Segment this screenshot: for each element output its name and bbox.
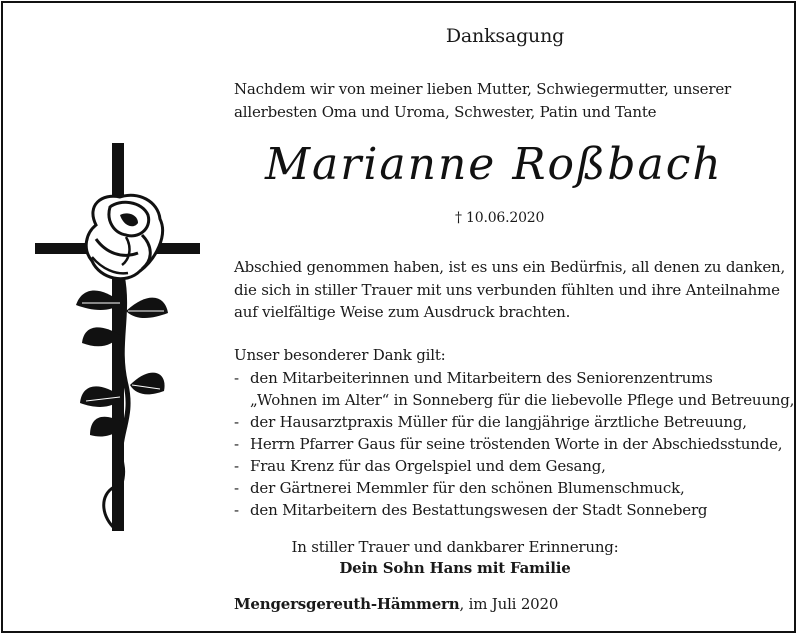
paragraph-line: Abschied genommen haben, ist es uns ein Bedürfnis, all denen zu danken, [234, 258, 786, 276]
list-item: - den Mitarbeitern des Bestattungswesen der Stadt Sonneberg [234, 501, 708, 519]
paragraph-line: die sich in stiller Trauer mit uns verbunden fühlten und ihre Anteilnahme [234, 281, 780, 299]
list-item: - Frau Krenz für das Orgelspiel und dem Gesang, [234, 457, 606, 475]
place-and-date [234, 594, 558, 614]
list-item: - den Mitarbeiterinnen und Mitarbeitern des Seniorenzentrums [234, 369, 713, 387]
cross-with-rose-icon [30, 135, 205, 535]
list-item: - Herrn Pfarrer Gaus für seine tröstenden Worte in der Abschiedsstunde, [234, 435, 783, 453]
list-item-continuation: „Wohnen im Alter“ in Sonneberg für die liebevolle Pflege und Betreuung, [250, 391, 795, 409]
death-date: † 10.06.2020 [455, 210, 545, 226]
list-item: - der Hausarztpraxis Müller für die langjährige ärztliche Betreuung, [234, 413, 747, 431]
closing-line: In stiller Trauer und dankbarer Erinnerung: [291, 538, 619, 556]
deceased-name: Marianne Roßbach [265, 139, 723, 190]
list-item: - der Gärtnerei Memmler für den schönen Blumenschmuck, [234, 479, 685, 497]
thanks-heading: Unser besonderer Dank gilt: [234, 346, 446, 364]
paragraph-line: auf vielfältige Weise zum Ausdruck brachten. [234, 303, 571, 321]
place-date: , im Juli 2020 [459, 595, 559, 613]
page-title: Danksagung [445, 25, 565, 47]
intro-line: allerbesten Oma und Uroma, Schwester, Patin und Tante [234, 103, 657, 121]
intro-line: Nachdem wir von meiner lieben Mutter, Schwiegermutter, unserer [234, 80, 731, 98]
place-name: Mengersgereuth-Hämmern [234, 595, 460, 613]
signature: Dein Sohn Hans mit Familie [339, 559, 571, 577]
